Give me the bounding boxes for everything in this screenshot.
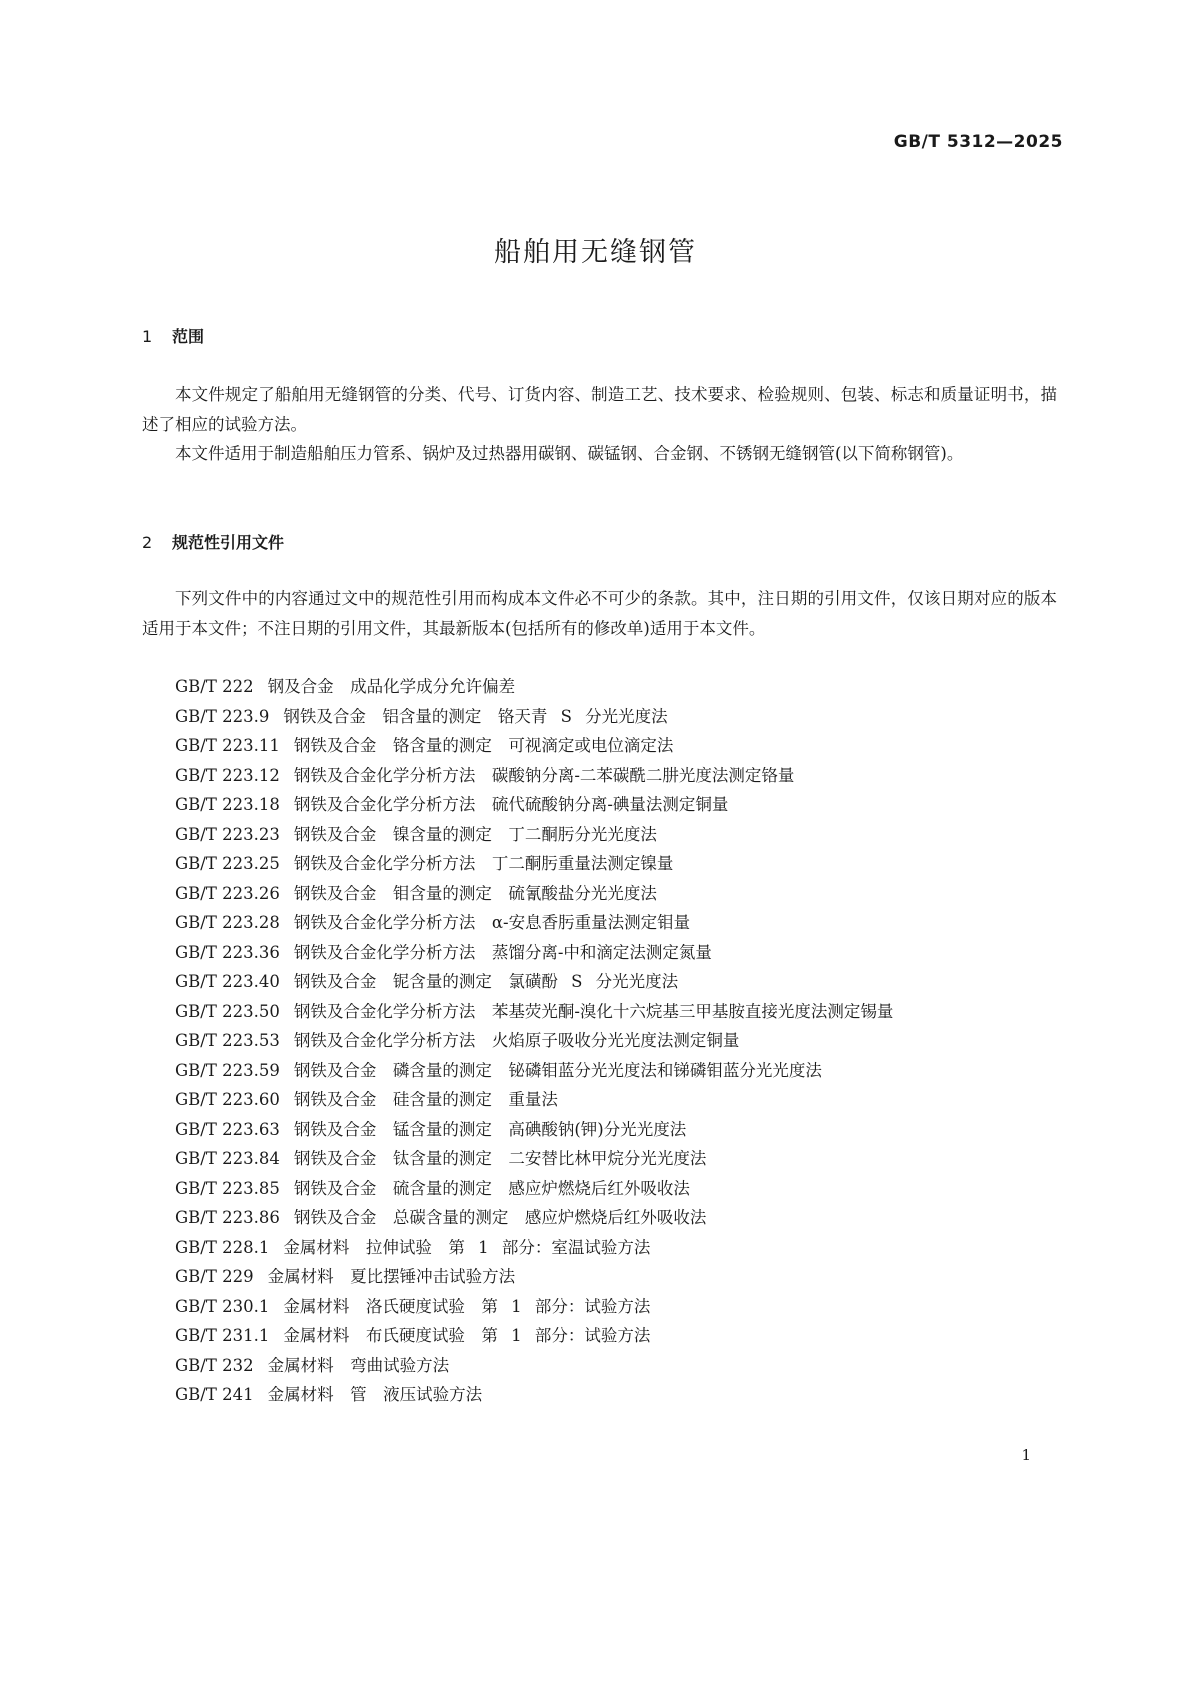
- reference-title: 钢铁及合金 磷含量的测定 铋磷钼蓝分光光度法和锑磷钼蓝分光光度法: [293, 1060, 822, 1080]
- reference-title: 金属材料 洛氏硬度试验 第 1 部分：试验方法: [283, 1296, 651, 1316]
- scope-paragraph-1: 本文件规定了船舶用无缝钢管的分类、代号、订货内容、制造工艺、技术要求、检验规则、包装、标志和质量证明书，描述了相应的试验方法。: [142, 385, 1057, 434]
- reference-code: GB/T 223.28: [175, 913, 280, 932]
- reference-code: GB/T 222: [175, 677, 254, 696]
- reference-item: [142, 938, 1057, 968]
- section-heading-scope: [142, 324, 204, 347]
- reference-code: GB/T 223.86: [175, 1208, 280, 1227]
- reference-title: 钢铁及合金 铝含量的测定 铬天青 S 分光光度法: [283, 706, 668, 726]
- section-number: 2: [142, 533, 153, 552]
- reference-title: 钢铁及合金 锰含量的测定 高碘酸钠(钾)分光光度法: [293, 1119, 687, 1139]
- reference-item: [142, 1026, 1057, 1056]
- reference-title: 钢铁及合金 钛含量的测定 二安替比林甲烷分光光度法: [293, 1149, 707, 1168]
- reference-title: 钢铁及合金 总碳含量的测定 感应炉燃烧后红外吸收法: [293, 1208, 707, 1227]
- reference-item: [142, 1115, 1057, 1145]
- document-title: 船舶用无缝钢管: [494, 237, 697, 268]
- reference-code: GB/T 231.1: [175, 1326, 270, 1345]
- reference-title: 钢铁及合金化学分析方法 硫代硫酸钠分离-碘量法测定铜量: [293, 795, 729, 814]
- reference-code: GB/T 223.18: [175, 795, 280, 814]
- reference-code: GB/T 223.53: [175, 1031, 280, 1050]
- reference-item: [142, 1321, 1057, 1351]
- reference-item: [142, 997, 1057, 1027]
- reference-code: GB/T 232: [175, 1355, 254, 1375]
- reference-code: GB/T 241: [175, 1385, 254, 1404]
- reference-item: [142, 967, 1057, 997]
- reference-item: [142, 731, 1057, 761]
- reference-item: [142, 761, 1057, 791]
- reference-item: [142, 1292, 1057, 1322]
- reference-code: GB/T 223.60: [175, 1090, 280, 1109]
- reference-item: [142, 1262, 1057, 1292]
- reference-code: GB/T 223.25: [175, 854, 280, 873]
- reference-title: 钢铁及合金化学分析方法 火焰原子吸收分光光度法测定铜量: [293, 1031, 740, 1050]
- reference-title: 金属材料 夏比摆锤冲击试验方法: [267, 1267, 516, 1286]
- reference-code: GB/T 223.12: [175, 765, 280, 785]
- reference-code: GB/T 229: [175, 1267, 254, 1286]
- reference-item: [142, 879, 1057, 909]
- reference-title: 金属材料 弯曲试验方法: [267, 1355, 450, 1375]
- reference-item: [142, 849, 1057, 879]
- reference-code: GB/T 223.36: [175, 942, 280, 962]
- reference-code: GB/T 223.50: [175, 1001, 280, 1021]
- reference-item: [142, 1203, 1057, 1233]
- reference-title: 钢及合金 成品化学成分允许偏差: [267, 677, 516, 696]
- reference-title: 钢铁及合金 镍含量的测定 丁二酮肟分光光度法: [293, 824, 657, 844]
- reference-title: 钢铁及合金化学分析方法 碳酸钠分离-二苯碳酰二肼光度法测定铬量: [293, 765, 795, 785]
- reference-item: [142, 1174, 1057, 1204]
- reference-code: GB/T 223.40: [175, 972, 280, 991]
- page-number: 1: [1021, 1446, 1031, 1464]
- reference-title: 钢铁及合金化学分析方法 苯基荧光酮-溴化十六烷基三甲基胺直接光度法测定锡量: [293, 1001, 894, 1021]
- reference-title: 金属材料 拉伸试验 第 1 部分：室温试验方法: [283, 1237, 651, 1257]
- reference-code: GB/T 230.1: [175, 1296, 270, 1316]
- reference-code: GB/T 223.11: [175, 736, 280, 755]
- reference-item: [142, 1380, 1057, 1410]
- reference-title: 钢铁及合金 钼含量的测定 硫氰酸盐分光光度法: [293, 883, 657, 903]
- reference-code: GB/T 228.1: [175, 1237, 270, 1257]
- reference-title: 钢铁及合金 硫含量的测定 感应炉燃烧后红外吸收法: [293, 1178, 690, 1198]
- reference-code: GB/T 223.85: [175, 1178, 280, 1198]
- reference-item: [142, 820, 1057, 850]
- reference-code: GB/T 223.26: [175, 883, 280, 903]
- reference-item: [142, 1144, 1057, 1174]
- reference-item: [142, 790, 1057, 820]
- reference-item: [142, 1233, 1057, 1263]
- section-heading-text: 范围: [172, 327, 205, 346]
- reference-item: [142, 702, 1057, 732]
- reference-title: 钢铁及合金 铬含量的测定 可视滴定或电位滴定法: [293, 736, 674, 755]
- reference-item: [142, 672, 1057, 702]
- reference-code: GB/T 223.9: [175, 706, 270, 726]
- reference-list: [142, 672, 1057, 1410]
- reference-title: 钢铁及合金 铌含量的测定 氯磺酚 S 分光光度法: [293, 972, 679, 991]
- references-intro-paragraph: 下列文件中的内容通过文中的规范性引用而构成本文件必不可少的条款。其中，注日期的引用文件，仅该日期对应的版本适用于本文件；不注日期的引用文件，其最新版本(包括所有的修改单)适用于本文件。: [142, 589, 1057, 638]
- section-heading-text: 规范性引用文件: [172, 533, 285, 552]
- reference-title: 钢铁及合金 硅含量的测定 重量法: [293, 1090, 558, 1109]
- standard-code: GB/T 5312—2025: [893, 132, 1063, 152]
- reference-title: 金属材料 布氏硬度试验 第 1 部分：试验方法: [283, 1326, 651, 1345]
- reference-item: [142, 1056, 1057, 1086]
- scope-paragraph-2: 本文件适用于制造船舶压力管系、锅炉及过热器用碳钢、碳锰钢、合金钢、不锈钢无缝钢管(以下简称钢管)。: [175, 444, 964, 463]
- reference-item: [142, 908, 1057, 938]
- reference-code: GB/T 223.84: [175, 1149, 280, 1168]
- reference-item: [142, 1085, 1057, 1115]
- section-heading-normative-references: [142, 530, 284, 553]
- reference-title: 钢铁及合金化学分析方法 α-安息香肟重量法测定钼量: [293, 913, 691, 932]
- reference-code: GB/T 223.59: [175, 1060, 280, 1080]
- reference-title: 金属材料 管 液压试验方法: [267, 1385, 483, 1404]
- section-number: 1: [142, 327, 153, 346]
- reference-code: GB/T 223.63: [175, 1119, 280, 1139]
- reference-title: 钢铁及合金化学分析方法 蒸馏分离-中和滴定法测定氮量: [293, 942, 712, 962]
- reference-title: 钢铁及合金化学分析方法 丁二酮肟重量法测定镍量: [293, 854, 674, 873]
- reference-code: GB/T 223.23: [175, 824, 280, 844]
- reference-item: [142, 1351, 1057, 1381]
